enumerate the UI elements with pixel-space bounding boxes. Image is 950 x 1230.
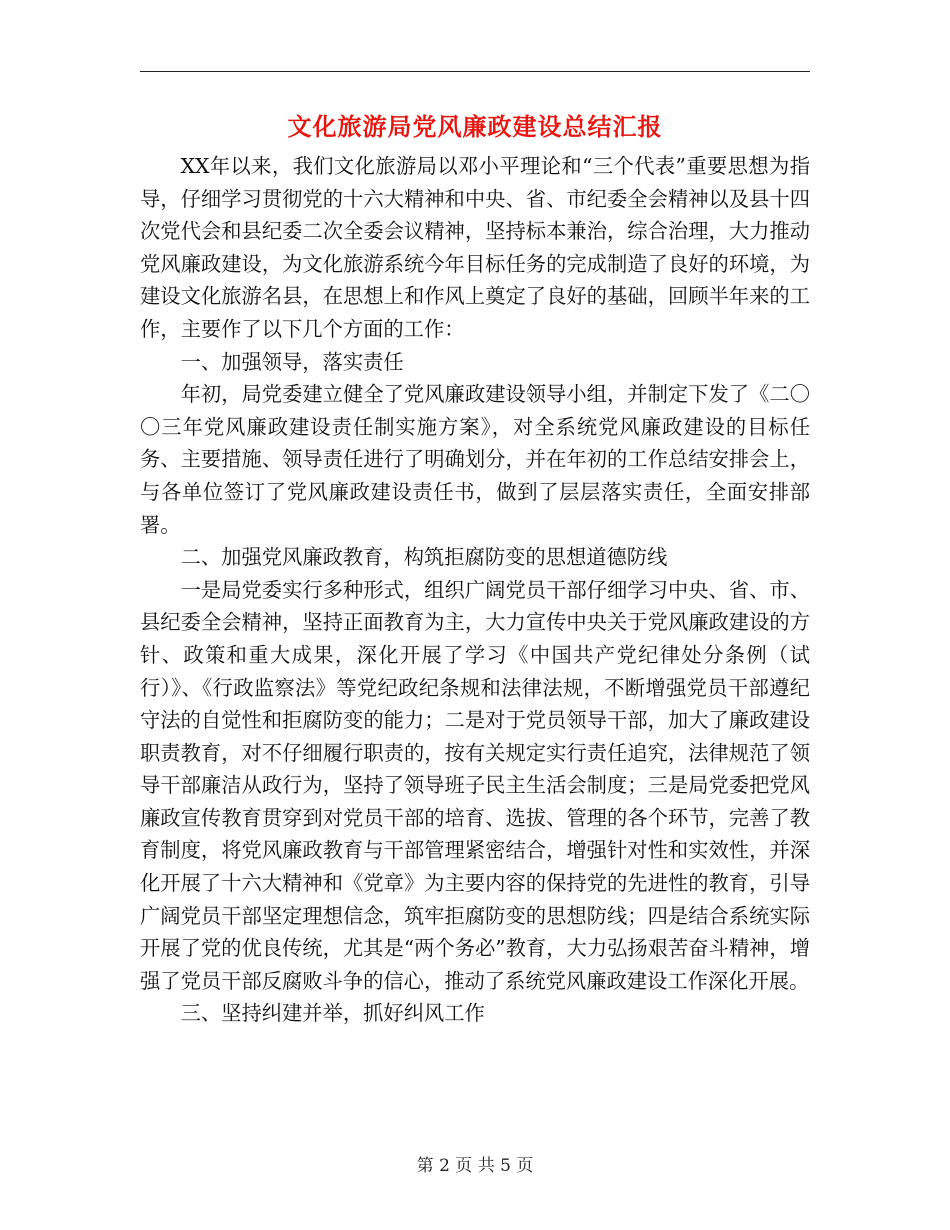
document-body <box>140 150 810 1030</box>
paragraph-section-2: 一是局党委实行多种形式，组织广阔党员干部仔细学习中央、省、市、县纪委全会精神，坚持正面教育为主，大力宣传中央关于党风廉政建设的方针、政策和重大成果，深化开展了学习《中国共产党纪律处分条例（试行）》、《行政监察法》等党纪政纪条规和法律法规，不断增强党员干部遵纪守法的自觉性和拒腐防变的能力；二是对于党员领导干部，加大了廉政建设职责教育，对不仔细履行职责的，按有关规定实行责任追究，法律规范了领导干部廉洁从政行为，坚持了领导班子民主生活会制度；三是局党委把党风廉政宣传教育贯穿到对党员干部的培育、选拔、管理的各个环节，完善了教育制度，将党风廉政教育与干部管理紧密结合，增强针对性和实效性，并深化开展了十六大精神和《党章》为主要内容的保持党的先进性的教育，引导广阔党员干部坚定理想信念，筑牢拒腐防变的思想防线；四是结合系统实际开展了党的优良传统，尤其是“两个务必”教育，大力弘扬艰苦奋斗精神，增强了党员干部反腐败斗争的信心，推动了系统党风廉政建设工作深化开展。 <box>140 577 810 993</box>
paragraph-section-1: 年初，局党委建立健全了党风廉政建设领导小组，并制定下发了《二〇〇三年党风廉政建设责任制实施方案》，对全系统党风廉政建设的目标任务、主要措施、领导责任进行了明确划分，并在年初的工作总结安排会上，与各单位签订了党风廉政建设责任书，做到了层层落实责任，全面安排部署。 <box>140 382 810 537</box>
section-heading-3: 三、坚持纠建并举，抓好纠风工作 <box>180 1001 485 1026</box>
section-heading-1: 一、加强领导，落实责任 <box>180 349 404 374</box>
paragraph-intro: XX年以来，我们文化旅游局以邓小平理论和“三个代表”重要思想为指导，仔细学习贯彻党的十六大精神和中央、省、市纪委全会精神以及县十四次党代会和县纪委二次全委会议精神，坚持标本兼治，综合治理，大力推动党风廉政建设，为文化旅游系统今年目标任务的完成制造了良好的环境，为建设文化旅游名县，在思想上和作风上奠定了良好的基础，回顾半年来的工作，主要作了以下几个方面的工作： <box>140 154 810 341</box>
document-title: 文化旅游局党风廉政建设总结汇报 <box>287 112 663 141</box>
section-heading-2: 二、加强党风廉政教育，构筑拒腐防变的思想道德防线 <box>180 545 668 570</box>
page-footer: 第 2 页 共 5 页 <box>416 1156 534 1176</box>
header-rule <box>140 71 810 72</box>
